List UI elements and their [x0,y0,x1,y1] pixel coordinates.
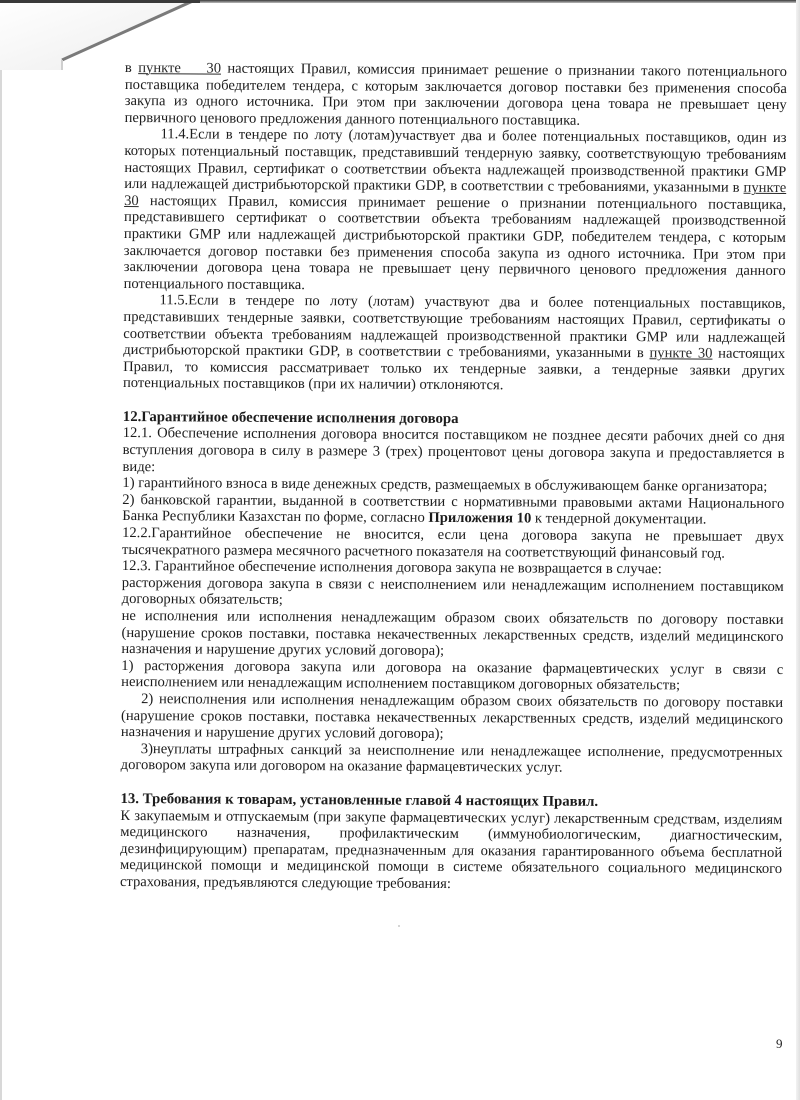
section-12-heading: 12.Гарантийное обеспечение исполнения договора [122,408,459,427]
list-item-12-1-1: 1) гарантийного взноса в виде денежных средств, размещаемых в обслуживающем банке организатора; [122,475,768,496]
paragraph-12-2: 12.2.Гарантийное обеспечение не вносится, если цена договора закупа не превышает двух тысячекратного размера месячного расчетного показателя на соответствующий финансовый год. [121,525,785,562]
section-13-heading: 13. Требования к товарам, установленные главой 4 настоящих Правил. [120,790,599,810]
paragraph-11-4: 11.4.Если в тендере по лоту (лотам)участвует два и более потенциальных поставщиков, один из которых потенциальный поставщик, представивший тендерную заявку, соответствующую требованиям настоящих Правил, сертификат о соответствии объекта надлежащей производственной практики GMP или надлежащей дистрибьюторской практики GDP, в соответствии с требованиями, указанными в пункте 30 настоящих Правил, комиссия принимает решение о признании потенциального поставщика, представившего сертификат о соответствии объекта требованиям надлежащей производственной практики GMP или надлежащей дистрибьюторской практики GDP, победителем тендера, с которым заключается договор поставки без применения способа закупа из одного источника. При этом при заключении договора цена товара не превышает цену первичного ценового предложения данного потенциального поставщика. [123,126,787,293]
scan-right-edge [796,0,800,1100]
paragraph-12-3: 12.3. Гарантийное обеспечение исполнения договора закупа не возвращается в случае: [121,558,662,578]
case-item-1: 1) расторжения договора закупа или договора на оказание фармацевтических услуг в связи с неисполнением или ненадлежащим исполнением поставщиком договорных обязательств; [121,657,784,694]
scan-left-edge [0,0,2,1100]
page-number: 9 [776,1036,783,1051]
appendix-reference: Приложения 10 [428,510,532,527]
document-page [120,60,787,895]
link-punkt-30[interactable]: пункте 30 [124,179,787,209]
list-item-12-1-2: 2) банковской гарантии, выданной в соответствии с нормативными правовыми актами Национального Банка Республики Казахстан по форме, согласно Приложения 10 к тендерной документации. [122,491,785,528]
paragraph-12-1: 12.1. Обеспечение исполнения договора вносится поставщиком не позднее десяти рабочих дней со дня вступления договора в силу в размере 3 (трех) процентовот цены договора закупа и предоставляется в виде: [122,425,785,475]
paragraph-intro: в пункте 30 настоящих Правил, комиссия принимает решение о признании такого потенциального поставщика победителем тендера, с которым заключается договор поставки без применения способа закупа из одного источника. При этом при заключении договора цена товара не превышает цену первичного ценового предложения данного потенциального поставщика. [124,60,787,129]
link-punkt-30[interactable]: пункте 30 [649,345,713,362]
paragraph-11-5: 11.5.Если в тендере по лоту (лотам) участвуют два и более потенциальных поставщиков, представивших тендерные заявки, соответствующие требованиям настоящих Правил, сертификаты о соответствии объекта требованиям надлежащей производственной практики GMP или надлежащей дистрибьюторской практики GDP, в соответствии с требованиями, указанными в пункте 30 настоящих Правил, то комиссия рассматривает только их тендерные заявки, а тендерные заявки других потенциальных поставщиков (при их наличии) отклоняются. [122,292,786,394]
paragraph-13: К закупаемым и отпускаемым (при закупе фармацевтических услуг) лекарственным средствам, изделиям медицинского назначения, профилактическим (иммунобиологическим, диагностическим, дезинфицирующим) препаратам, предназначенным для оказания гарантированного объема бесплатной медицинской помощи и медицинской помощи в системе обязательного социального медицинского страхования, предъявляются следующие требования: [119,807,783,892]
case-termination: расторжения договора закупа в связи с неисполнением или ненадлежащим исполнением поставщиком договорных обязательств; [121,574,784,609]
case-item-3: 3)неуплаты штрафных санкций за неисполнение или ненадлежащее исполнение, предусмотренных договором закупа или договором на оказание фармацевтических услуг. [120,740,783,777]
link-punkt-30[interactable]: пункте 30 [138,60,222,77]
case-non-performance: не исполнения или исполнения ненадлежащим образом своих обязательств по договору поставки (нарушение сроков поставки, поставка некачественных лекарственных средств, изделий медицинского назначения и нарушение других условий договора); [121,607,784,660]
scan-speck [398,925,400,927]
case-item-2: 2) неисполнения или исполнения ненадлежащим образом своих обязательств по договору поставки (нарушение сроков поставки, поставка некачественных лекарственных средств, изделий медицинского назначения и нарушение других условий договора); [120,691,784,743]
